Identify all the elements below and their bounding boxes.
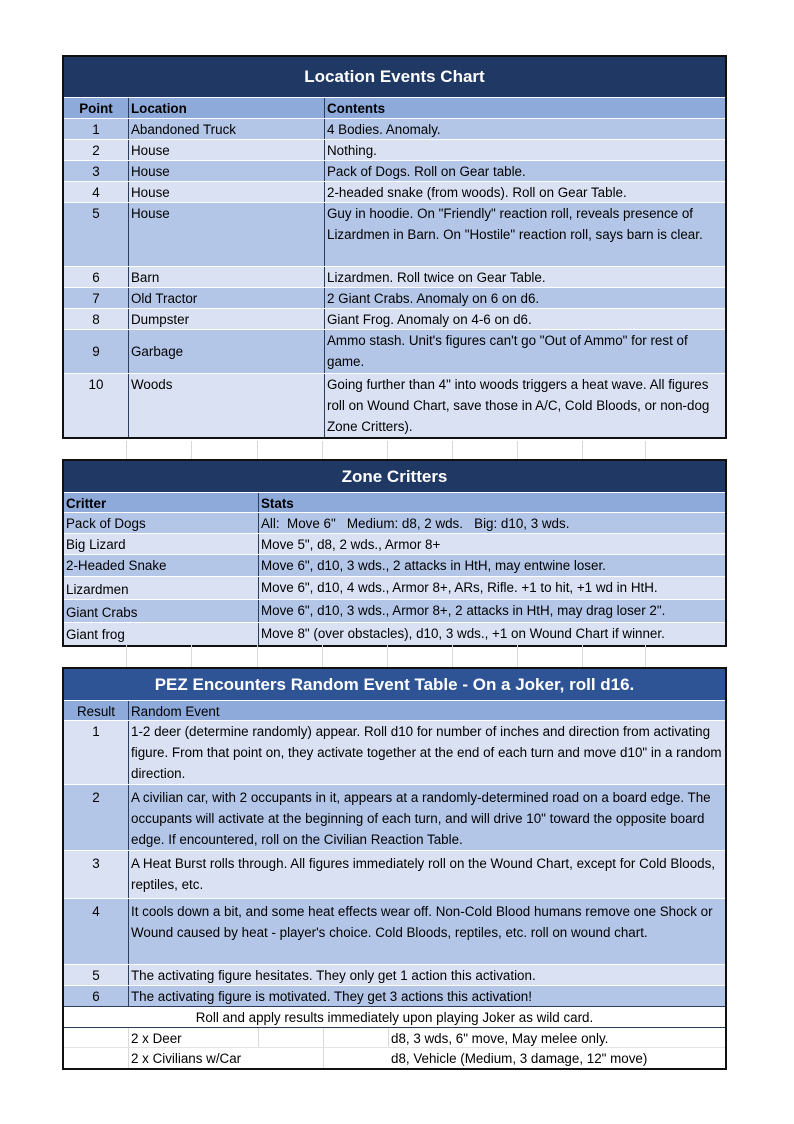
point-cell: 9 xyxy=(92,344,100,359)
random-event-title: PEZ Encounters Random Event Table - On a Joker, roll d16. xyxy=(64,669,725,700)
contents-cell: 4 Bodies. Anomaly. xyxy=(324,119,725,139)
location-events-header-row xyxy=(64,97,725,118)
location-cell: Garbage xyxy=(128,330,324,373)
header-point: Point xyxy=(79,101,113,116)
unit-stats: d8, 3 wds, 6" move, May melee only. xyxy=(391,1031,609,1046)
critter-cell: Big Lizard xyxy=(66,537,126,552)
random-event-table xyxy=(62,667,727,1070)
stats-cell: Move 5", d8, 2 wds., Armor 8+ xyxy=(258,534,725,554)
event-cell: A civilian car, with 2 occupants in it, appears at a randomly-determined road on a board edge. The occupants will activate at the beginning of each turn, and will drive 10" toward the opposite board edge. If encountered, roll on the Civilian Reaction Table. xyxy=(128,785,725,850)
result-cell: 6 xyxy=(92,989,100,1004)
table-row xyxy=(64,308,725,329)
event-cell: It cools down a bit, and some heat effects wear off. Non-Cold Blood humans remove one Shock or Wound caused by heat - player's choice. Cold Bloods, reptiles, etc. roll on wound chart. xyxy=(128,899,725,964)
contents-cell: Ammo stash. Unit's figures can't go "Out of Ammo" for rest of game. xyxy=(324,330,725,373)
note-text: Roll and apply results immediately upon playing Joker as wild card. xyxy=(195,1010,594,1025)
result-cell: 5 xyxy=(92,968,100,983)
table-row xyxy=(64,266,725,287)
spreadsheet-gap xyxy=(62,441,727,459)
stats-cell: Move 6", d10, 4 wds., Armor 8+, ARs, Rifle. +1 to hit, +1 wd in HtH. xyxy=(258,577,725,599)
location-events-title: Location Events Chart xyxy=(64,57,725,97)
location-cell: House xyxy=(128,203,324,266)
contents-cell: Guy in hoodie. On "Friendly" reaction roll, reveals presence of Lizardmen in Barn. On "Hostile" reaction roll, says barn is clear. xyxy=(324,203,725,266)
point-cell: 3 xyxy=(92,164,100,179)
random-event-header-row xyxy=(64,700,725,720)
table-row xyxy=(64,160,725,181)
critter-cell: Giant frog xyxy=(66,627,125,642)
header-contents: Contents xyxy=(324,98,725,118)
critter-cell: Pack of Dogs xyxy=(66,516,146,531)
table-row xyxy=(64,898,725,964)
event-cell: A Heat Burst rolls through. All figures immediately roll on the Wound Chart, except for Cold Bloods, reptiles, etc. xyxy=(128,851,725,898)
location-events-table xyxy=(62,55,727,439)
point-cell: 8 xyxy=(92,312,100,327)
spreadsheet-gap xyxy=(62,645,727,667)
zone-critters-table xyxy=(62,459,727,647)
critter-cell: 2-Headed Snake xyxy=(66,558,167,573)
zone-critters-title: Zone Critters xyxy=(64,461,725,492)
table-row xyxy=(64,512,725,533)
location-cell: Barn xyxy=(128,267,324,287)
contents-cell: 2 Giant Crabs. Anomaly on 6 on d6. xyxy=(324,288,725,308)
result-cell: 2 xyxy=(92,790,100,805)
location-cell: House xyxy=(128,182,324,202)
location-cell: Woods xyxy=(128,374,324,437)
table-row xyxy=(64,373,725,437)
table-row xyxy=(64,202,725,266)
critter-cell: Lizardmen xyxy=(66,582,129,597)
point-cell: 4 xyxy=(92,185,100,200)
header-location: Location xyxy=(128,98,324,118)
header-random-event: Random Event xyxy=(128,701,725,720)
table-row xyxy=(64,554,725,576)
point-cell: 10 xyxy=(88,377,104,392)
event-cell: The activating figure hesitates. They only get 1 action this activation. xyxy=(128,965,725,985)
location-cell: Abandoned Truck xyxy=(128,119,324,139)
contents-cell: 2-headed snake (from woods). Roll on Gear Table. xyxy=(324,182,725,202)
point-cell: 6 xyxy=(92,270,100,285)
point-cell: 1 xyxy=(92,122,100,137)
stats-cell: Move 8" (over obstacles), d10, 3 wds., +1 on Wound Chart if winner. xyxy=(258,623,725,645)
stats-cell: Move 6", d10, 3 wds., 2 attacks in HtH, may entwine loser. xyxy=(258,555,725,576)
note-row xyxy=(64,1006,725,1027)
location-cell: Dumpster xyxy=(128,309,324,329)
table-row xyxy=(64,720,725,784)
unit-row xyxy=(64,1047,725,1068)
table-row xyxy=(64,329,725,373)
table-row xyxy=(64,576,725,599)
contents-cell: Going further than 4" into woods triggers a heat wave. All figures roll on Wound Chart, save those in A/C, Cold Bloods, or non-dog Zone Critters). xyxy=(324,374,725,437)
table-row xyxy=(64,287,725,308)
contents-cell: Pack of Dogs. Roll on Gear table. xyxy=(324,161,725,181)
table-row xyxy=(64,985,725,1006)
event-cell: 1-2 deer (determine randomly) appear. Roll d10 for number of inches and direction from activating figure. From that point on, they activate together at the end of each turn and move d10" in a random direction. xyxy=(128,721,725,784)
zone-critters-header-row xyxy=(64,492,725,512)
header-stats: Stats xyxy=(258,493,725,512)
critter-cell: Giant Crabs xyxy=(66,605,138,620)
table-row xyxy=(64,599,725,622)
unit-name: 2 x Civilians w/Car xyxy=(129,1048,324,1068)
location-cell: House xyxy=(128,140,324,160)
unit-name: 2 x Deer xyxy=(129,1028,259,1047)
point-cell: 7 xyxy=(92,291,100,306)
table-row xyxy=(64,181,725,202)
contents-cell: Lizardmen. Roll twice on Gear Table. xyxy=(324,267,725,287)
stats-cell: Move 6", d10, 3 wds., Armor 8+, 2 attacks in HtH, may drag loser 2". xyxy=(258,600,725,622)
header-result: Result xyxy=(77,704,115,719)
stats-cell: All: Move 6" Medium: d8, 2 wds. Big: d10, 3 wds. xyxy=(258,513,725,533)
table-row xyxy=(64,784,725,850)
contents-cell: Giant Frog. Anomaly on 4-6 on d6. xyxy=(324,309,725,329)
location-cell: House xyxy=(128,161,324,181)
point-cell: 5 xyxy=(92,206,100,221)
contents-cell: Nothing. xyxy=(324,140,725,160)
unit-row xyxy=(64,1027,725,1047)
unit-stats: d8, Vehicle (Medium, 3 damage, 12" move) xyxy=(391,1051,648,1066)
point-cell: 2 xyxy=(92,143,100,158)
event-cell: The activating figure is motivated. They get 3 actions this activation! xyxy=(128,986,725,1006)
table-row xyxy=(64,850,725,898)
table-row xyxy=(64,118,725,139)
result-cell: 3 xyxy=(92,856,100,871)
table-row xyxy=(64,964,725,985)
table-row xyxy=(64,622,725,645)
table-row xyxy=(64,139,725,160)
result-cell: 4 xyxy=(92,904,100,919)
table-row xyxy=(64,533,725,554)
location-cell: Old Tractor xyxy=(128,288,324,308)
header-critter: Critter xyxy=(66,496,107,511)
result-cell: 1 xyxy=(92,724,100,739)
